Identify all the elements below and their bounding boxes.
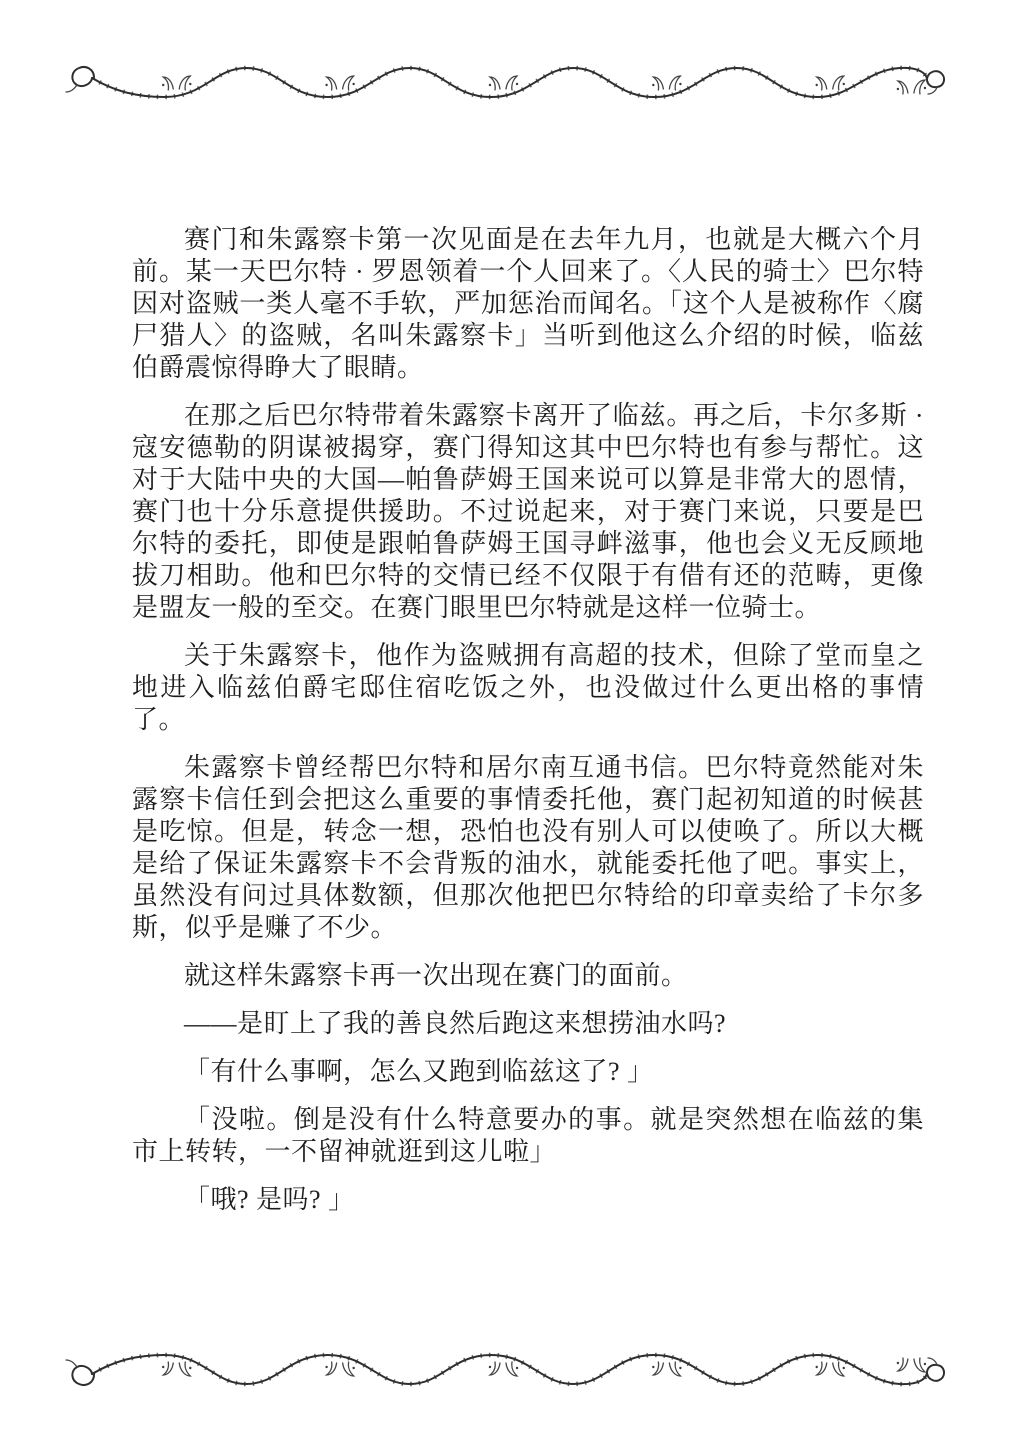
paragraph-8: 「没啦。倒是没有什么特意要办的事。就是突然想在临兹的集市上转转，一不留神就逛到这儿啦」 (132, 1105, 924, 1166)
paragraph-7: 「有什么事啊，怎么又跑到临兹这了? 」 (184, 1057, 654, 1086)
paragraph-2: 在那之后巴尔特带着朱露察卡离开了临兹。再之后，卡尔多斯 · 寇安德勒的阴谋被揭穿，赛门得知这其中巴尔特也有参与帮忙。这对于大陆中央的大国—帕鲁萨姆王国来说可以算是非常大的恩情，赛门也十分乐意提供援助。不过说起来，对于赛门来说，只要是巴尔特的委托，即使是跟帕鲁萨姆王国寻衅滋事，他也会义无反顾地拔刀相助。他和巴尔特的交情已经不仅限于有借有还的范畴，更像是盟友一般的至交。在赛门眼里巴尔特就是这样一位骑士。 (132, 401, 924, 622)
flourish-divider-bottom-icon (64, 1344, 946, 1392)
paragraph-6: ——是盯上了我的善良然后跑这来想捞油水吗? (184, 1009, 727, 1038)
paragraph-4: 朱露察卡曾经帮巴尔特和居尔南互通书信。巴尔特竟然能对朱露察卡信任到会把这么重要的事情委托他，赛门起初知道的时候甚是吃惊。但是，转念一想，恐怕也没有别人可以使唤了。所以大概是给了保证朱露察卡不会背叛的油水，就能委托他了吧。事实上，虽然没有问过具体数额，但那次他把巴尔特给的印章卖给了卡尔多斯，似乎是赚了不少。 (132, 753, 924, 942)
paragraph-3: 关于朱露察卡，他作为盗贼拥有高超的技术，但除了堂而皇之地进入临兹伯爵宅邸住宿吃饭之外，也没做过什么更出格的事情了。 (132, 641, 924, 734)
flourish-divider-top-icon (64, 60, 946, 108)
paragraph-5: 就这样朱露察卡再一次出现在赛门的面前。 (184, 961, 688, 990)
page-text-block (132, 224, 924, 1232)
paragraph-1: 赛门和朱露察卡第一次见面是在去年九月，也就是大概六个月前。某一天巴尔特 · 罗恩领着一个人回来了。〈人民的骑士〉巴尔特因对盗贼一类人毫不手软，严加惩治而闻名。「这个人是被称作〈腐尸猎人〉的盗贼，名叫朱露察卡」当听到他这么介绍的时候，临兹伯爵震惊得睁大了眼睛。 (132, 225, 924, 382)
paragraph-9: 「哦? 是吗? 」 (184, 1185, 355, 1214)
